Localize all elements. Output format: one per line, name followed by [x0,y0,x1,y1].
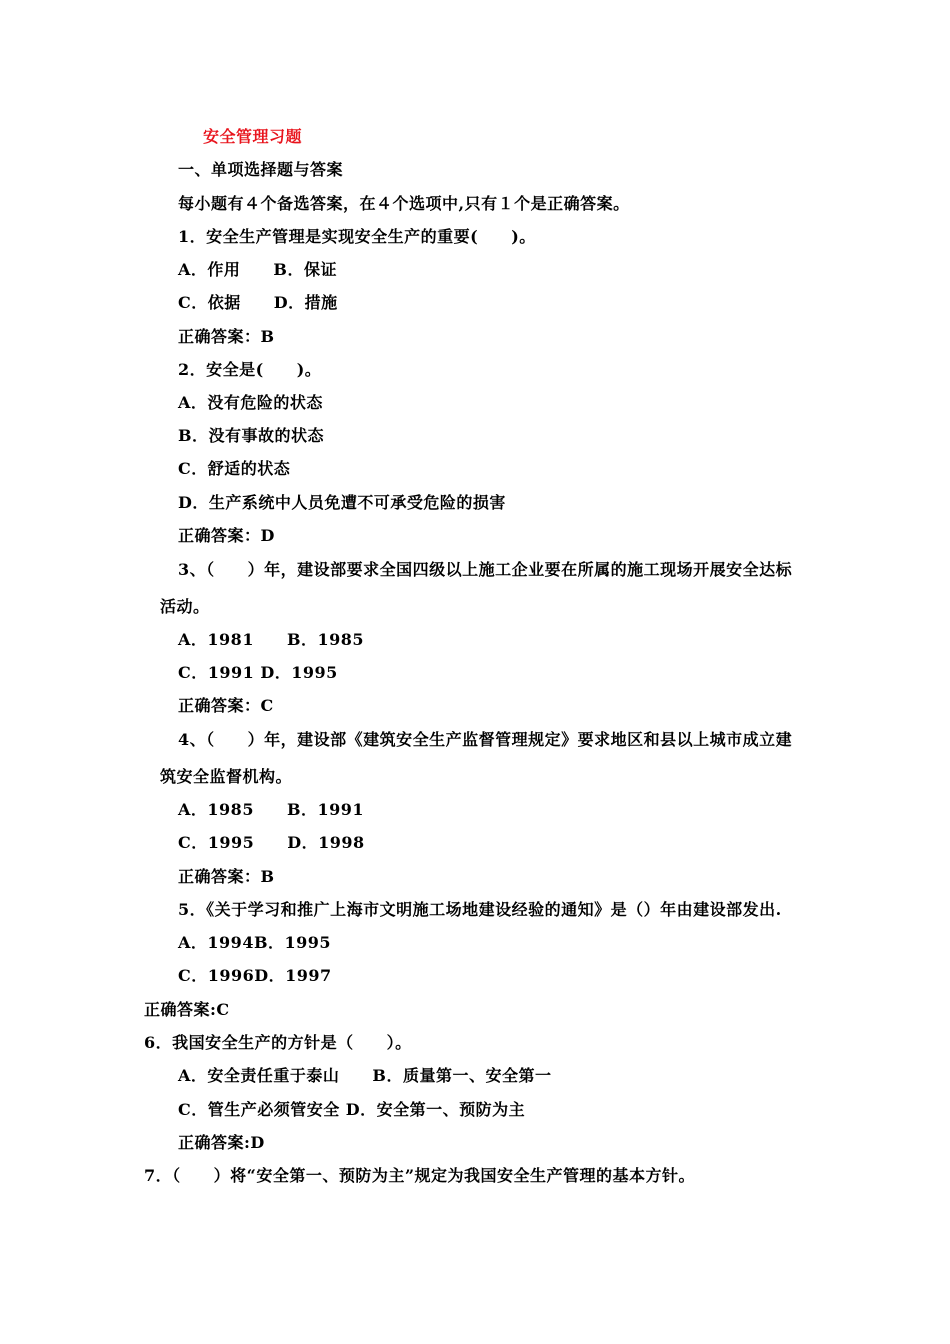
question-2-answer: 正确答案：D [178,526,275,545]
question-2-option: A．没有危险的状态 [178,393,323,412]
question-6-answer: 正确答案:D [178,1133,265,1152]
question-4-stem: 4、（ ）年，建设部《建筑安全生产监督管理规定》要求地区和县以上城市成立建 [178,730,793,749]
question-5-answer: 正确答案:C [144,1000,230,1019]
question-5-option-row: A．1994B．1995 [178,933,332,952]
question-6-option-row: C．管生产必须管安全 D．安全第一、预防为主 [178,1100,526,1119]
instructions-text: 每小题有４个备选答案，在４个选项中,只有１个是正确答案。 [178,194,630,213]
question-4-answer: 正确答案：B [178,867,275,886]
question-7-stem: 7．（ ）将“安全第一、预防为主”规定为我国安全生产管理的基本方针。 [144,1166,696,1185]
question-4-option-row: C．1995 D．1998 [178,833,365,852]
question-2-option: C．舒适的状态 [178,459,291,478]
question-5-stem: 5．《关于学习和推广上海市文明施工场地建设经验的通知》是（）年由建设部发出. [178,900,782,919]
question-3-stem: 3、（ ）年，建设部要求全国四级以上施工企业要在所属的施工现场开展安全达标 [178,560,793,579]
question-3-option-row: C．1991 D．1995 [178,663,338,682]
question-2-option: B．没有事故的状态 [178,426,325,445]
question-1-option-row: C．依据 D．措施 [178,293,338,312]
question-1-answer: 正确答案：B [178,327,275,346]
question-4-stem-continued: 筑安全监督机构。 [160,767,293,786]
question-5-option-row: C．1996D．1997 [178,966,332,985]
document-title: 安全管理习题 [203,127,303,146]
question-2-stem: 2．安全是( )。 [178,360,322,379]
question-6-option-row: A．安全责任重于泰山 B．质量第一、安全第一 [178,1066,552,1085]
question-1-option-row: A．作用 B．保证 [178,260,337,279]
question-4-option-row: A．1985 B．1991 [178,800,365,819]
question-2-option: D．生产系统中人员免遭不可承受危险的损害 [178,493,506,512]
question-3-option-row: A．1981 B．1985 [178,630,365,649]
question-1-stem: 1．安全生产管理是实现安全生产的重要( )。 [178,227,536,246]
question-3-answer: 正确答案：C [178,696,274,715]
question-6-stem: 6．我国安全生产的方针是（ ）。 [144,1033,412,1052]
question-3-stem-continued: 活动。 [160,597,210,616]
section-heading: 一、单项选择题与答案 [178,160,344,179]
